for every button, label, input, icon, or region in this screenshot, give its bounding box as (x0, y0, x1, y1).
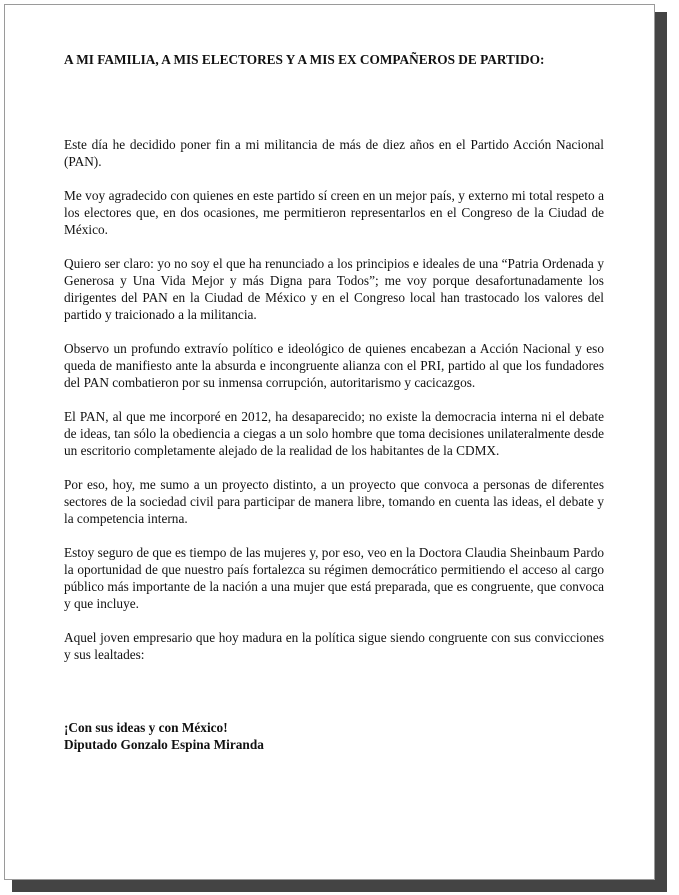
paragraph-3: Quiero ser claro: yo no soy el que ha renunciado a los principios e ideales de una “Patria Ordenada y Generosa y Una Vida Mejor y más Digna para Todos”; me voy porque desafortunadamente los dirigentes del PAN en la Ciudad de México y en el Congreso local han trastocado los valores del partido y traicionado a la militancia. (64, 256, 604, 322)
paragraph-5: El PAN, al que me incorporé en 2012, ha desaparecido; no existe la democracia interna ni el debate de ideas, tan sólo la obediencia a ciegas a un solo hombre que toma decisiones unilateralmente desde un escritorio completamente alejado de la realidad de los habitantes de la CDMX. (64, 409, 604, 458)
paragraph-8: Aquel joven empresario que hoy madura en la política sigue siendo congruente con sus convicciones y sus lealtades: (64, 630, 604, 662)
letter-heading: A MI FAMILIA, A MIS ELECTORES Y A MIS EX COMPAÑEROS DE PARTIDO: (64, 52, 545, 67)
closing-line: ¡Con sus ideas y con México! (64, 720, 228, 735)
paragraph-6: Por eso, hoy, me sumo a un proyecto distinto, a un proyecto que convoca a personas de diferentes sectores de la sociedad civil para participar de manera libre, tomando en cuenta las ideas, el debate y la competencia interna. (64, 477, 604, 526)
paragraph-7: Estoy seguro de que es tiempo de las mujeres y, por eso, veo en la Doctora Claudia Sheinbaum Pardo la oportunidad de que nuestro país fortalezca su régimen democrático permitiendo el acceso al cargo público más importante de la nación a una mujer que está preparada, que es congruente, que convoca y que incluye. (64, 545, 604, 611)
signature: Diputado Gonzalo Espina Miranda (64, 737, 264, 752)
paragraph-1: Este día he decidido poner fin a mi militancia de más de diez años en el Partido Acción Nacional (PAN). (64, 137, 604, 169)
paragraph-2: Me voy agradecido con quienes en este partido sí creen en un mejor país, y externo mi total respeto a los electores que, en dos ocasiones, me permitieron representarlos en el Congreso de la Ciudad de México. (64, 188, 604, 237)
letter-sheet (4, 4, 655, 880)
letter-body (64, 51, 604, 753)
paragraph-4: Observo un profundo extravío político e ideológico de quienes encabezan a Acción Nacional y eso queda de manifiesto ante la absurda e incongruente alianza con el PRI, partido al que los fundadores del PAN combatieron por su inmensa corrupción, autoritarismo y cacicazgos. (64, 341, 604, 390)
